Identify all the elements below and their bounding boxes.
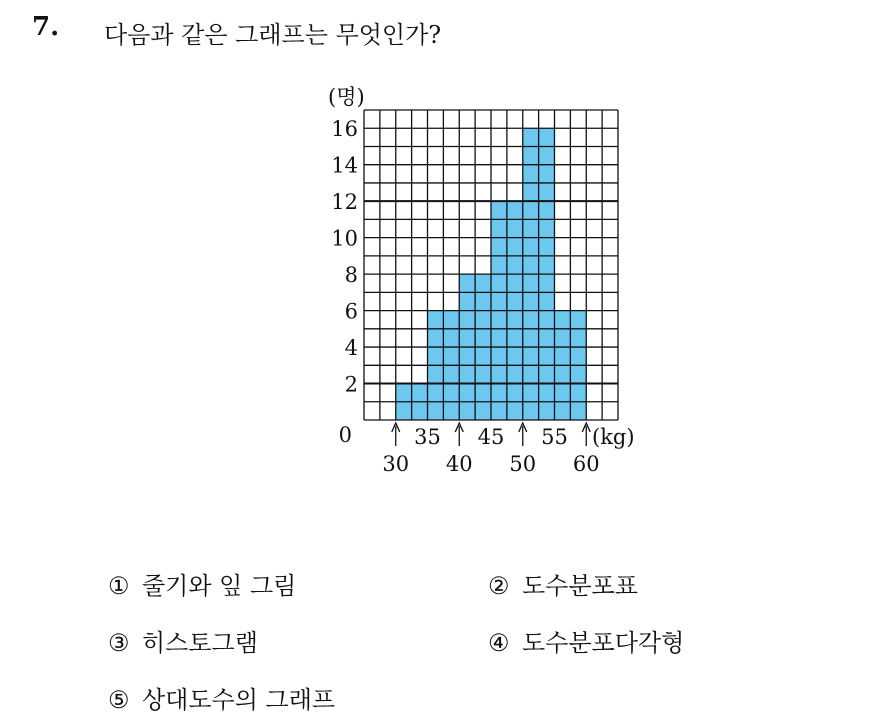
choice-5-text: 상대도수의 그래프	[142, 686, 336, 714]
choice-5-mark: ⑤	[108, 686, 130, 714]
choice-1[interactable]	[108, 566, 296, 601]
y-tick-label: 8	[344, 263, 358, 288]
choice-3-mark: ③	[108, 629, 130, 657]
choice-2[interactable]	[488, 566, 638, 601]
choice-3-text: 히스토그램	[142, 629, 258, 657]
y-tick-label: 14	[331, 153, 358, 178]
x-tick-label-top: 55	[541, 425, 568, 449]
y-tick-label: 0	[338, 423, 352, 447]
x-tick-label-bottom: 50	[509, 452, 537, 476]
question-number: 7.	[32, 12, 60, 42]
choice-2-mark: ②	[488, 572, 510, 600]
x-tick-label-bottom: 60	[572, 452, 600, 476]
choice-4-text: 도수분포다각형	[522, 629, 685, 657]
x-tick-label-top: 45	[477, 425, 505, 449]
x-tick-label-bottom: 30	[382, 452, 410, 476]
x-axis-unit-label: (kg)	[592, 425, 635, 449]
choice-1-mark: ①	[108, 572, 130, 600]
y-tick-label: 6	[344, 299, 358, 324]
choice-3[interactable]	[108, 623, 258, 658]
y-tick-label: 10	[331, 226, 358, 251]
choice-2-text: 도수분포표	[522, 572, 638, 600]
y-axis-unit-label: (명)	[328, 85, 365, 109]
choice-4-mark: ④	[488, 629, 510, 657]
choice-4[interactable]	[488, 623, 684, 658]
y-tick-label: 4	[344, 336, 358, 361]
question-text: 다음과 같은 그래프는 무엇인가?	[104, 21, 442, 49]
y-tick-label: 16	[331, 117, 358, 142]
choice-1-text: 줄기와 잎 그림	[142, 572, 297, 600]
y-tick-label: 12	[331, 190, 358, 215]
x-tick-label-top: 35	[414, 425, 441, 449]
x-tick-label-bottom: 40	[445, 452, 473, 476]
y-tick-label: 2	[344, 372, 358, 397]
